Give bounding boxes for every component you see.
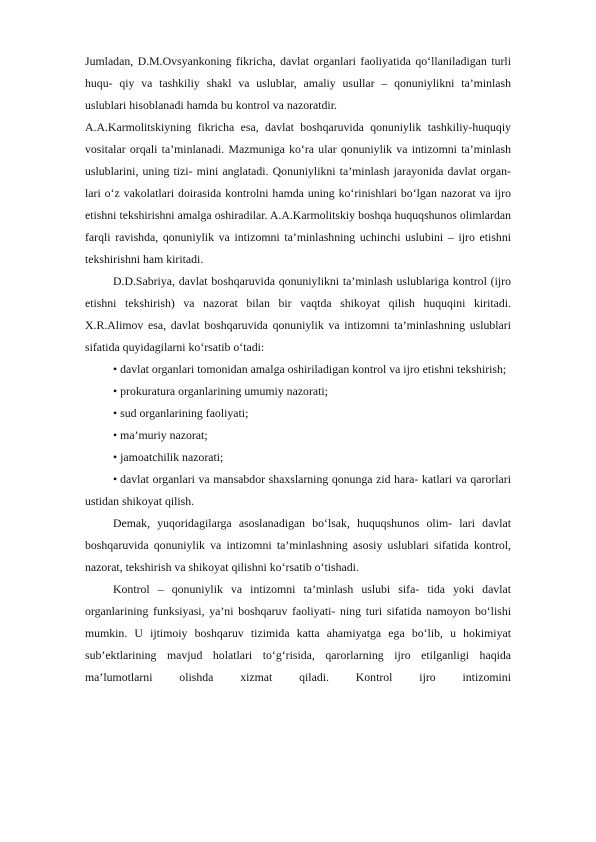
paragraph-conclusion: Demak, yuqoridagilarga asoslanadigan bo‘lsak, huquqshunos olim- lari davlat boshqaruvida qonuniylik va intizomni ta’minlashning asosiy uslublari sifatida kontrol, nazorat, tekshirish va shikoyat qilishni ko‘rsatib o‘tishadi. xyxy=(85,516,511,574)
bullet-item xyxy=(85,424,511,446)
bullet-icon: • xyxy=(113,406,118,420)
bullet-item xyxy=(85,446,511,468)
bullet-item xyxy=(85,358,511,380)
bullet-text: davlat organlari va mansabdor shaxslarning qonunga zid hara- katlari va qarorlari ustidan shikoyat qilish. xyxy=(85,472,511,508)
bullet-icon: • xyxy=(113,450,118,464)
paragraph-sabriya-alimov: D.D.Sabriya, davlat boshqaruvida qonuniylikni ta’minlash uslublariga kontrol (ijro etishni tekshirish) va nazorat bilan bir vaqtda shikoyat qilish huquqini kiritadi. X.R.Alimov esa, davlat boshqaruvida qonuniylik va intizomni ta’minlashning uslublari sifatida quyidagilarni ko‘rsatib o‘tadi: xyxy=(85,274,511,354)
bullet-item xyxy=(85,380,511,402)
bullet-text: prokuratura organlarining umumiy nazorati; xyxy=(120,384,328,398)
bullet-item xyxy=(85,402,511,424)
bullet-text: jamoatchilik nazorati; xyxy=(120,450,224,464)
bullet-text: sud organlarining faoliyati; xyxy=(120,406,249,420)
bullet-icon: • xyxy=(113,362,118,376)
bullet-item xyxy=(85,468,511,512)
bullet-icon: • xyxy=(113,472,118,486)
bullet-text: davlat organlari tomonidan amalga oshiriladigan kontrol va ijro etishni tekshirish; xyxy=(120,362,507,376)
document-page xyxy=(85,50,511,688)
bullet-icon: • xyxy=(113,428,118,442)
paragraph-kontrol: Kontrol – qonuniylik va intizomni ta’minlash uslubi sifa- tida yoki davlat organlarining funksiyasi, ya’ni boshqaruv faoliyati- ning turi sifatida namoyon bo‘lishi mumkin. U ijtimoiy boshqaruv tizimida katta ahamiyatga ega bo‘lib, u hokimiyat sub’ektlarining mavjud holatlari to‘g‘risida, qarorlarning ijro etilganligi haqida ma’lumotlarni olishda xizmat qiladi. Kontrol ijro intizomini xyxy=(85,582,511,684)
bullet-icon: • xyxy=(113,384,118,398)
paragraph-ovsyanko: Jumladan, D.M.Ovsyankoning fikricha, davlat organlari faoliyatida qo‘llaniladigan turli huqu- qiy va tashkiliy shakl va uslublar, amaliy usullar – qonuniylikni ta’minlash uslublari hisoblanadi hamda bu kontrol va nazoratdir. xyxy=(85,54,511,112)
bullet-text: ma’muriy nazorat; xyxy=(120,428,208,442)
paragraph-karmolitskiy: A.A.Karmolitskiyning fikricha esa, davlat boshqaruvida qonuniylik tashkiliy-huquqiy vositalar orqali ta’minlanadi. Mazmuniga ko‘ra ular qonuniylik va intizomni ta’minlash uslublarini, uning tizi- mini anglatadi. Qonuniylikni ta’minlash jarayonida davlat organ- lari o‘z vakolatlari doirasida kontrolni hamda uning ko‘rinishlari bo‘lgan nazorat va ijro etishni tekshirishni amalga oshiradilar. A.A.Karmolitskiy boshqa huquqshunos olimlardan farqli ravishda, qonuniylik va intizomni ta’minlashning uchinchi uslubini – ijro etishni tekshirishni ham kiritadi. xyxy=(85,120,511,266)
